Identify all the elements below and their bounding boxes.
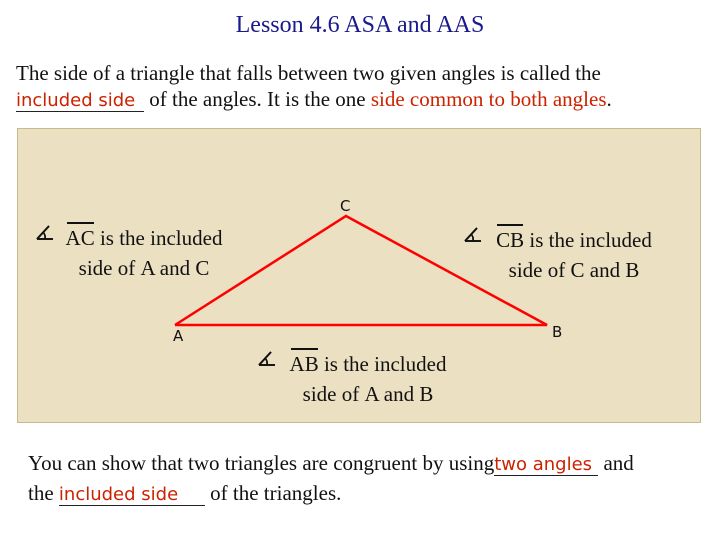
triangle-board	[17, 128, 701, 423]
note-cb-line2	[462, 255, 686, 285]
note-ac-angle1: A	[140, 256, 155, 280]
lesson-title: Lesson 4.6 ASA and AAS	[235, 12, 485, 38]
vertex-b-label: B	[552, 323, 563, 341]
note-cb-and: and	[589, 258, 621, 282]
note-cb-line1	[462, 225, 686, 255]
closing-text3: the	[28, 481, 54, 505]
closing-blank-2	[59, 483, 205, 506]
note-ac-line1	[34, 223, 254, 253]
note-ab-line1	[256, 349, 480, 379]
note-cb-angle2: B	[625, 258, 640, 282]
angle-icon	[34, 223, 56, 243]
note-ac-side-of: side of	[78, 256, 136, 280]
note-ab-and: and	[383, 382, 415, 406]
intro-text-after: of the angles.	[149, 87, 262, 111]
note-ac	[34, 223, 254, 283]
note-ab-side-of: side of	[302, 382, 360, 406]
note-ac-and: and	[159, 256, 191, 280]
closing-blank-1	[494, 453, 598, 476]
segment-ac: AC	[66, 223, 95, 253]
closing-text1: You can show that two triangles are congruent by using	[28, 451, 495, 475]
intro-blank-answer: included side	[16, 90, 136, 111]
vertex-c-label: C	[340, 197, 351, 215]
angle-icon	[256, 349, 278, 369]
note-ab-line2	[256, 379, 480, 409]
note-ac-angle2: C	[195, 256, 210, 280]
closing-line-1	[28, 448, 718, 478]
closing-text4: of the triangles.	[210, 481, 342, 505]
intro-line-2	[16, 86, 716, 112]
intro-blank	[16, 89, 144, 112]
closing-blank1-answer: two angles	[494, 454, 593, 475]
segment-cb: CB	[496, 225, 524, 255]
note-cb-angle1: C	[570, 258, 585, 282]
note-ac-rest: is the included	[94, 226, 223, 250]
intro-line-1	[16, 60, 716, 86]
closing-line-2	[28, 478, 718, 508]
closing-blank2-answer: included side	[58, 484, 179, 505]
angle-icon	[462, 225, 484, 245]
note-ab-angle2: B	[419, 382, 434, 406]
note-ab-rest: is the included	[318, 352, 447, 376]
intro-sentence2-end: .	[606, 87, 612, 111]
vertex-a-label: A	[173, 327, 184, 345]
intro-paragraph	[16, 60, 716, 112]
note-ac-line2	[34, 253, 254, 283]
segment-ab: AB	[290, 349, 319, 379]
intro-sentence2-start: It is the one	[267, 87, 366, 111]
note-ab-angle1: A	[364, 382, 379, 406]
note-cb	[462, 225, 686, 285]
closing-text2: and	[603, 451, 634, 475]
closing-paragraph	[28, 448, 718, 508]
note-cb-rest: is the included	[524, 228, 652, 252]
intro-sentence2-red: side common to both angles	[370, 87, 607, 111]
note-cb-side-of: side of	[508, 258, 566, 282]
intro-text-before: The side of a triangle that falls between two given angles is called the	[16, 61, 601, 85]
note-ab	[256, 349, 480, 409]
